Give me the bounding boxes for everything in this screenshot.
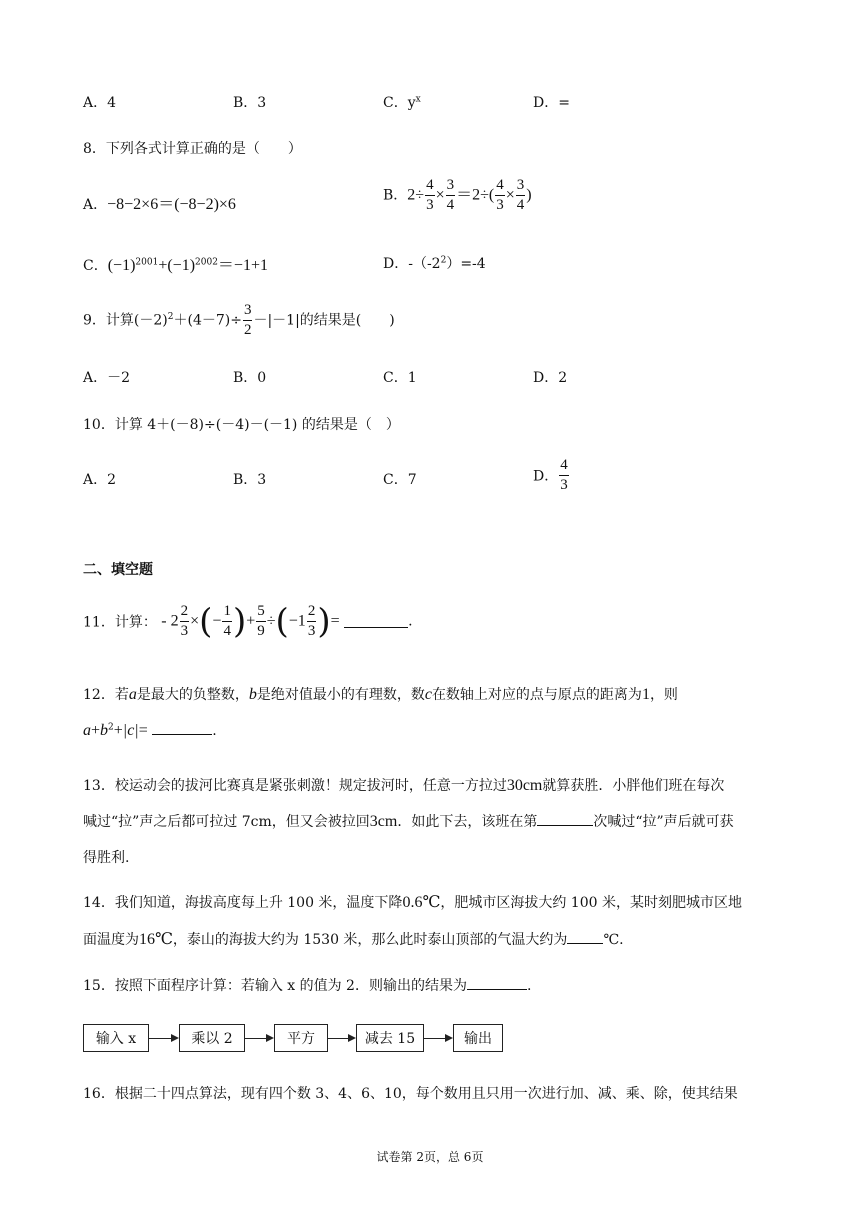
q7-option-a: A．4 — [83, 95, 117, 111]
q13-line1: 13．校运动会的拔河比赛真是紧张刺激！规定拔河时，任意一方拉过30cm就算获胜．小胖他们班在每次 — [83, 777, 725, 794]
q14-line2: 面温度为16℃，泰山的海拔大约为 1530 米，那么此时泰山顶部的气温大约为 ℃. — [83, 931, 624, 948]
q8-stem: 8．下列各式计算正确的是（ ） — [83, 141, 302, 157]
q13-line3: 得胜利. — [83, 850, 130, 866]
q11-answer-blank[interactable] — [344, 615, 408, 628]
q7-option-c: C．$y^x$ — [383, 94, 421, 111]
page-footer: 试卷第 2页，总 6页 — [376, 1150, 484, 1164]
q7-option-b: B．3 — [233, 95, 267, 111]
flow-box-square: 平方 — [274, 1024, 328, 1052]
q14-line1: 14．我们知道，海拔高度每上升 100 米，温度下降0.6℃，肥城市区海拔大约 100 米，某时刻肥城市区地 — [83, 894, 742, 911]
q9-option-b: B．0 — [233, 370, 267, 386]
section-heading: 二、填空题 — [83, 562, 153, 578]
q10-option-d: D． $\frac{4}{3}$ — [533, 457, 568, 493]
flow-arrow — [245, 1038, 272, 1039]
q15-stem: 15．按照下面程序计算：若输入 x 的值为 2．则输出的结果为 . — [83, 978, 532, 994]
flow-box-output: 输出 — [453, 1024, 503, 1052]
q9-option-c: C．1 — [383, 370, 417, 386]
q8-option-d: D．$-(-2^2)=-4$ — [383, 255, 486, 272]
flow-box-subtract: 减去 15 — [356, 1024, 424, 1052]
q16-line1: 16．根据二十四点算法，现有四个数 3、4、6、10，每个数用且只用一次进行加、减、乘、除，使其结果 — [83, 1086, 738, 1102]
flow-box-multiply: 乘以 2 — [179, 1024, 245, 1052]
q11-expression: 11．计算： - 2 $\frac{2}{3}$ ×(− $\frac{1}{4}$ )+ $\frac{5}{9}$ ÷(−1 $\frac{2}{3}$ )= . — [83, 601, 413, 642]
q14-answer-blank[interactable] — [567, 931, 603, 944]
q8-option-c: C．$(-1)^{2001}+(-1)^{2002}=-1+1$ — [83, 257, 268, 274]
q9-stem: 9．计算$(-2)^2+(4-7)\div$ $\frac{3}{2}$ －|－1|的结果是( ) — [83, 302, 395, 338]
flow-arrow — [149, 1038, 177, 1039]
q10-option-c: C．7 — [383, 472, 417, 488]
q10-option-a: A．2 — [83, 472, 117, 488]
q12-line1: 12．若a是最大的负整数，b是绝对值最小的有理数，数c在数轴上对应的点与原点的距离为1，则 — [83, 686, 678, 703]
q8-option-b: B．2÷ $\frac{4}{3}$ × $\frac{3}{4}$ ＝2÷( $\frac{4}{3}$ × $\frac{3}{4}$ ) — [383, 177, 532, 213]
q8-option-a: A．−8−2×6＝(−8−2)×6 — [83, 196, 236, 213]
flow-box-input: 输入 x — [83, 1024, 149, 1052]
q9-option-a: A．－2 — [83, 370, 131, 386]
q12-line2: $a+b^2+|c|=$ . — [83, 722, 217, 739]
q13-answer-blank[interactable] — [537, 813, 593, 826]
q12-answer-blank[interactable] — [152, 722, 212, 735]
q13-line2: 喊过“拉”声之后都可拉过 7cm，但又会被拉回3cm．如此下去，该班在第 次喊过“拉”声后就可获 — [83, 813, 734, 830]
q9-option-d: D．2 — [533, 370, 568, 386]
q7-option-d: D．= — [533, 95, 570, 111]
flow-arrow — [424, 1038, 451, 1039]
q10-stem: 10．计算 4＋(－8)÷(－4)－(－1) 的结果是（ ） — [83, 417, 400, 433]
q10-option-b: B．3 — [233, 472, 267, 488]
flow-arrow — [328, 1038, 354, 1039]
q15-answer-blank[interactable] — [467, 977, 527, 990]
